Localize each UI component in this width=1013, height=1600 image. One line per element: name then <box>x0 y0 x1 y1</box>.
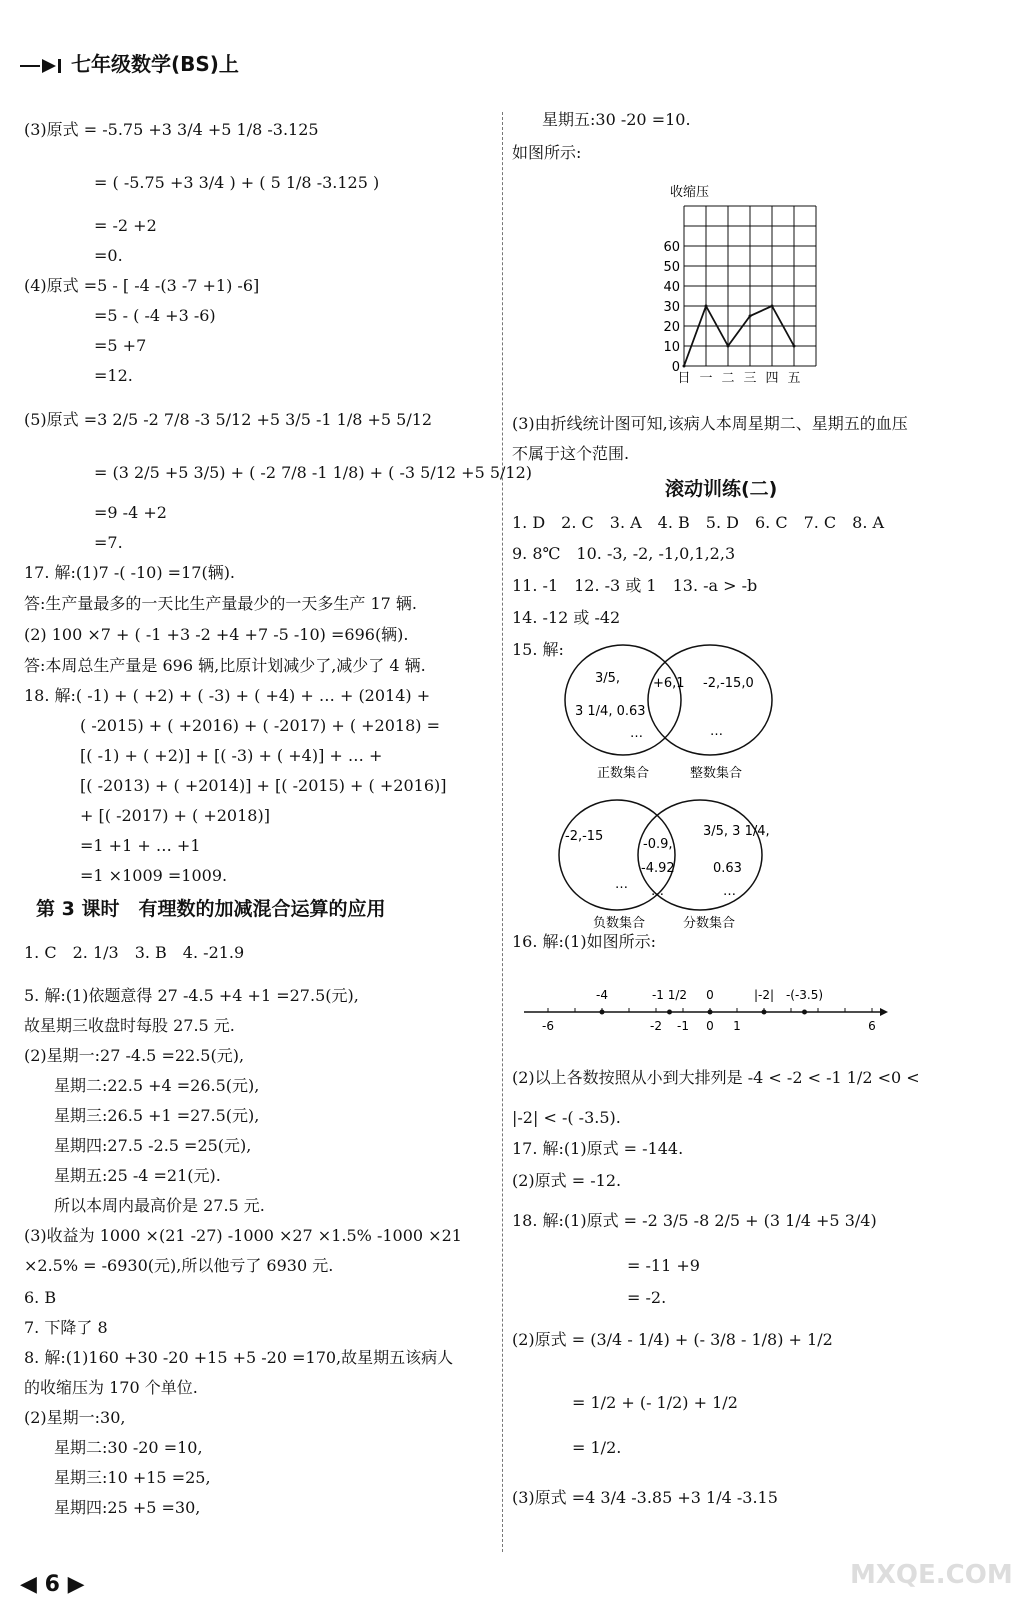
equation-line: =0. <box>94 246 123 265</box>
venn1-left-item: 3/5, <box>595 671 621 686</box>
answer-line: 的收缩压为 170 个单位. <box>24 1378 198 1397</box>
equation-line: (3)原式 =4 3/4 -3.85 +3 1/4 -3.15 <box>512 1488 778 1507</box>
number-line-point-label: -(-3.5) <box>785 988 824 1002</box>
answer-line: (2)星期一:27 -4.5 =22.5(元), <box>24 1046 245 1065</box>
chart-x-tick: 四 <box>765 371 779 386</box>
equation-line: =5 +7 <box>94 336 147 355</box>
chart-y-tick: 10 <box>663 340 680 355</box>
number-line-point-label: -4 <box>596 988 608 1002</box>
answer-line: (3)收益为 1000 ×(21 -27) -1000 ×27 ×1.5% -1000 ×21 <box>24 1226 462 1245</box>
venn1-overlap-item: +6,1 <box>653 676 685 691</box>
number-line-tick-label: 1 <box>733 1019 741 1033</box>
answer-line: |-2| < -( -3.5). <box>512 1108 621 1127</box>
number-line-point <box>802 1010 807 1015</box>
answer-line: (2)星期一:30, <box>24 1408 126 1427</box>
chart-point <box>705 305 708 308</box>
answer-line: 星期二:22.5 +4 =26.5(元), <box>54 1076 260 1095</box>
venn2-right-item: 3/5, 3 1/4, <box>703 824 770 839</box>
venn1-right-item: -2,-15,0 <box>703 676 754 691</box>
answer-line: 17. 解:(1)原式 = -144. <box>512 1139 684 1158</box>
number-line-point-label: 0 <box>706 988 714 1002</box>
number-line-arrow-icon <box>880 1008 888 1016</box>
answer-line: 所以本周内最高价是 27.5 元. <box>54 1196 265 1215</box>
answer-line: 星期三:10 +15 =25, <box>54 1468 211 1487</box>
page-number <box>20 1574 85 1596</box>
number-line-point-label: -1 1/2 <box>651 988 688 1002</box>
equation-line: = 1/2. <box>572 1438 622 1457</box>
answer-line: 11. -1 12. -3 或 1 13. -a > -b <box>512 576 758 595</box>
number-line-tick-label: 6 <box>868 1019 876 1033</box>
equation-line: =7. <box>94 533 123 552</box>
answer-line: (3)由折线统计图可知,该病人本周星期二、星期五的血压 <box>512 414 908 433</box>
page-number-value: 6 <box>44 1572 60 1597</box>
solution-line: [( -1) + ( +2)] + [( -3) + ( +4)] + … + <box>80 746 383 765</box>
answer-line: 6. B <box>24 1288 57 1307</box>
number-line <box>520 985 890 1040</box>
number-line-tick-label: 0 <box>706 1019 714 1033</box>
venn1-left-item: 3 1/4, 0.63 <box>575 704 646 719</box>
chart-point <box>771 305 774 308</box>
chart-point <box>727 345 730 348</box>
venn2-right-item: 0.63 <box>713 861 742 876</box>
equation-line: = -11 +9 <box>627 1256 700 1275</box>
header-title: 七年级数学(BS)上 <box>70 52 239 76</box>
chart-y-tick: 20 <box>663 320 680 335</box>
equation-line: = -2 +2 <box>94 216 157 235</box>
chart-y-tick: 50 <box>663 260 680 275</box>
equation-line: (3)原式 = -5.75 +3 3/4 +5 1/8 -3.125 <box>24 120 319 139</box>
equation-line: = 1/2 + (- 1/2) + 1/2 <box>572 1393 738 1412</box>
q16-line: 16. 解:(1)如图所示: <box>512 932 656 951</box>
chart-x-tick: 三 <box>743 371 757 386</box>
solution-line: =1 +1 + … +1 <box>80 836 201 855</box>
equation-line: 18. 解:(1)原式 = -2 3/5 -8 2/5 + (3 1/4 +5 3/4) <box>512 1211 877 1230</box>
blood-pressure-line-chart <box>650 180 830 395</box>
venn1-left-item: … <box>630 726 643 741</box>
chart-x-tick: 日 <box>677 371 691 386</box>
solution-line: 17. 解:(1)7 -( -10) =17(辆). <box>24 563 236 582</box>
equation-line: (5)原式 =3 2/5 -2 7/8 -3 5/12 +5 3/5 -1 1/8 +5 5/12 <box>24 410 433 429</box>
answer-line: 9. 8℃ 10. -3, -2, -1,0,1,2,3 <box>512 544 736 563</box>
solution-line: 答:生产量最多的一天比生产量最少的一天多生产 17 辆. <box>24 594 418 613</box>
venn2-right-item: … <box>723 884 736 899</box>
solution-line: + [( -2017) + ( +2018)] <box>80 806 270 825</box>
answer-line: 如图所示: <box>512 143 582 162</box>
number-line-tick-label: -2 <box>650 1019 662 1033</box>
chart-y-tick: 60 <box>663 240 680 255</box>
page-arrow-icon: ◀ <box>20 1572 37 1597</box>
answer-line: 星期五:25 -4 =21(元). <box>54 1166 221 1185</box>
answer-line: ×2.5% = -6930(元),所以他亏了 6930 元. <box>24 1256 334 1275</box>
section-title: 滚动训练(二) <box>665 478 778 500</box>
venn1-label: 正数集合 <box>597 766 650 781</box>
venn1-label: 整数集合 <box>690 766 743 781</box>
answer-line: 1. C 2. 1/3 3. B 4. -21.9 <box>24 943 245 962</box>
answer-line: 星期三:26.5 +1 =27.5(元), <box>54 1106 260 1125</box>
solution-line: (2) 100 ×7 + ( -1 +3 -2 +4 +7 -5 -10) =696(辆). <box>24 625 409 644</box>
answer-line: 星期四:27.5 -2.5 =25(元), <box>54 1136 252 1155</box>
venn-diagrams <box>555 640 785 930</box>
chart-y-tick: 40 <box>663 280 680 295</box>
venn2-label: 负数集合 <box>593 916 646 931</box>
venn2-left-item: … <box>615 877 628 892</box>
chart-ylabel: 收缩压 <box>670 185 710 200</box>
answer-line: 15. 解: <box>512 640 564 659</box>
answer-line: (2)原式 = -12. <box>512 1171 622 1190</box>
number-line-point <box>762 1010 767 1015</box>
venn2-overlap-item: -4.92 <box>641 861 675 876</box>
answer-line: 14. -12 或 -42 <box>512 608 621 627</box>
answer-line: 星期五:30 -20 =10. <box>542 110 691 129</box>
chart-point <box>683 365 686 368</box>
chart-point <box>793 345 796 348</box>
number-line-point <box>667 1010 672 1015</box>
venn1-right-item: … <box>710 724 723 739</box>
venn1-left-circle <box>565 645 681 755</box>
equation-line: =5 - ( -4 +3 -6) <box>94 306 216 325</box>
number-line-point <box>708 1010 713 1015</box>
chart-y-tick: 0 <box>671 360 680 375</box>
equation-line: = -2. <box>627 1288 667 1307</box>
answer-line: 故星期三收盘时每股 27.5 元. <box>24 1016 235 1035</box>
answer-line: 星期二:30 -20 =10, <box>54 1438 203 1457</box>
venn2-overlap-item: -0.9, <box>643 837 673 852</box>
answer-line: 星期四:25 +5 =30, <box>54 1498 201 1517</box>
equation-line: (4)原式 =5 - [ -4 -(3 -7 +1) -6] <box>24 276 260 295</box>
chart-x-tick: 五 <box>787 371 801 386</box>
number-line-point-label: |-2| <box>753 988 775 1002</box>
solution-line: 答:本周总生产量是 696 辆,比原计划减少了,减少了 4 辆. <box>24 656 426 675</box>
number-line-tick-label: -6 <box>542 1019 554 1033</box>
solution-line: ( -2015) + ( +2016) + ( -2017) + ( +2018) = <box>80 716 441 735</box>
solution-line: =1 ×1009 =1009. <box>80 866 228 885</box>
chart-x-tick: 一 <box>699 371 713 386</box>
equation-line: =9 -4 +2 <box>94 503 167 522</box>
number-line-point <box>600 1010 605 1015</box>
answer-line: 1. D 2. C 3. A 4. B 5. D 6. C 7. C 8. A <box>512 513 885 532</box>
equation-line: = ( -5.75 +3 3/4 ) + ( 5 1/8 -3.125 ) <box>94 173 380 192</box>
equation-line: = (3 2/5 +5 3/5) + ( -2 7/8 -1 1/8) + ( -3 5/12 +5 5/12) <box>94 463 533 482</box>
venn2-label: 分数集合 <box>683 916 736 931</box>
answer-line: 5. 解:(1)依题意得 27 -4.5 +4 +1 =27.5(元), <box>24 986 359 1005</box>
column-divider <box>502 112 503 1552</box>
venn2-left-item: -2,-15 <box>565 829 604 844</box>
page-arrow-right-icon: ▶ <box>67 1572 85 1597</box>
answer-line: 8. 解:(1)160 +30 -20 +15 +5 -20 =170,故星期五该病人 <box>24 1348 454 1367</box>
chart-point <box>749 315 752 318</box>
answer-line: (2)以上各数按照从小到大排列是 -4 < -2 < -1 1/2 <0 < <box>512 1068 920 1087</box>
solution-line: [( -2013) + ( +2014)] + [( -2015) + ( +2016)] <box>80 776 447 795</box>
chart-y-tick: 30 <box>663 300 680 315</box>
venn2-overlap-item: … <box>651 884 664 899</box>
chart-x-tick: 二 <box>721 371 735 386</box>
header-bar <box>20 54 239 75</box>
lesson-title: 第 3 课时 有理数的加减混合运算的应用 <box>36 898 386 920</box>
chart-series-line <box>684 306 794 366</box>
number-line-tick-label: -1 <box>677 1019 689 1033</box>
equation-line: =12. <box>94 366 133 385</box>
solution-line: 18. 解:( -1) + ( +2) + ( -3) + ( +4) + … + (2014) + <box>24 686 431 705</box>
answer-line: 不属于这个范围. <box>512 444 630 463</box>
watermark: MXQE.COM <box>850 1560 1013 1590</box>
answer-line: 7. 下降了 8 <box>24 1318 108 1337</box>
header-logo-icon <box>20 57 64 75</box>
equation-line: (2)原式 = (3/4 - 1/4) + (- 3/8 - 1/8) + 1/2 <box>512 1330 833 1349</box>
